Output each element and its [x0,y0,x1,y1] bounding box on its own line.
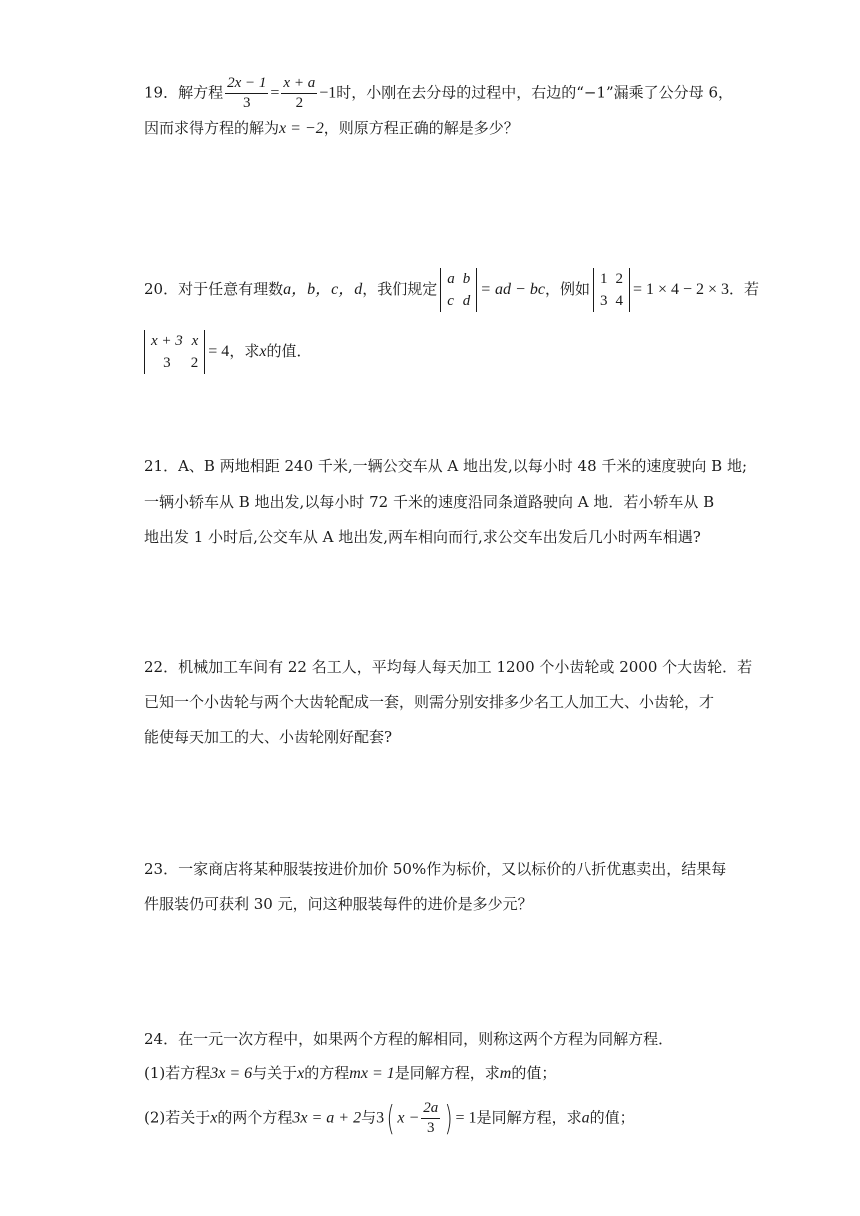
q19-frac1-denominator: 3 [243,95,251,111]
q24-p2-text-b: 的两个方程 [217,1108,293,1127]
q24-p1-x: x [297,1065,305,1082]
q21-text-2: 一辆小轿车从 B 地出发,以每小时 72 千米的速度沿同条道路驶向 A 地．若小轿车从 B [144,493,715,511]
q24-p2-text-e: 的值； [589,1108,635,1127]
q24-p2-inner: x − [397,1109,420,1127]
q24-part-1 [144,1061,556,1085]
q19-text-3a: 因而求得方程的解为 [144,119,280,137]
q22-text-3: 能使每天加工的大、小齿轮刚好配套? [144,728,393,746]
q24-p2-eq1: 3x = a + 2 [292,1109,362,1127]
q19-frac1-numerator: 2x − 1 [225,76,268,94]
q19-fraction-2 [281,76,317,111]
q19-line-2 [144,116,519,140]
q21-line-1 [144,454,747,478]
q23-line-1 [144,857,726,881]
q24-part-2 [144,1098,635,1139]
q20-definition-rhs: = ad − bc [480,281,545,298]
q22-text-2: 已知一个小齿轮与两个大齿轮配成一套，则需分别安排多少名工人加工大、小齿轮，才 [144,693,715,711]
q20-text-2a: ，求 [229,342,260,360]
ex-b: 2 [615,271,623,287]
q22-text-1: 机械加工车间有 22 名工人，平均每人每天加工 1200 个小齿轮或 2000 个大齿轮．若 [178,658,753,676]
q20-definition-determinant [440,268,477,312]
det-d: d [462,293,471,309]
q24-p2-fraction [421,1101,440,1136]
q20-x: x [259,343,267,360]
q23-text-1: 一家商店将某种服装按进价加价 50%作为标价，又以标价的八折优惠卖出，结果每 [178,860,727,878]
q20-example-determinant [593,268,630,312]
q24-right-paren: ) [444,1098,453,1139]
q24-p1-eq1: 3x = 6 [210,1065,253,1082]
q19-equals: = [270,84,280,102]
q24-p2-frac-denominator: 3 [427,1120,435,1136]
det-b: b [462,271,471,287]
q20-number: 20． [144,280,179,298]
q24-p1-text-c: 的方程 [304,1064,350,1082]
det-a: a [447,271,455,287]
q21-number: 21． [144,457,179,475]
ex-d: 4 [615,293,623,309]
ex-a: 1 [599,271,608,287]
q-c: 3 [163,355,171,371]
q24-p2-a: a [581,1109,590,1127]
q20-text-1d: ．若 [729,280,760,298]
q23-number: 23． [144,860,179,878]
q20-question-determinant [144,330,205,374]
q22-number: 22． [144,658,179,676]
q19-frac2-numerator: x + a [281,76,317,94]
q24-p2-rhs: = 1 [455,1109,477,1127]
q21-line-2 [144,490,714,514]
q19-text-1: 解方程 [178,83,224,102]
q19-number: 19． [144,83,179,102]
q23-text-2: 件服装仍可获利 30 元，问这种服装每件的进价是多少元？ [144,895,533,913]
q20-example-rhs: = 1 × 4 − 2 × 3 [632,281,730,298]
q20-line-1 [144,268,760,309]
q24-p2-x: x [210,1109,218,1127]
ex-c: 3 [599,293,608,309]
q24-p1-m: m [499,1065,512,1082]
q24-p1-eq2: mx = 1 [349,1065,395,1082]
q24-p2-text-c: 与 [361,1108,377,1127]
q24-p1-text-e: 的值； [511,1064,557,1082]
q-d: 2 [190,355,199,371]
q24-left-paren: ( [386,1098,395,1139]
q21-line-3 [144,525,701,549]
det-c: c [447,293,454,309]
q19-line-1 [144,75,733,111]
q24-p2-text-d: 是同解方程，求 [476,1108,582,1127]
q20-line-2 [144,330,312,371]
q22-line-3 [144,725,392,749]
q19-fraction-1 [225,76,268,111]
q24-p2-text-a: (2)若关于 [144,1108,211,1127]
q20-vars: a，b，c，d [283,281,363,298]
q20-text-2b: 的值． [266,342,312,360]
q24-p1-text-a: (1)若方程 [144,1064,211,1082]
q20-question-rhs: = 4 [208,343,230,360]
q21-text-3: 地出发 1 小时后,公交车从 A 地出发,两车相向而行,求公交车出发后几小时两车相遇? [144,528,701,546]
q-b: x [191,333,199,349]
q22-line-1 [144,655,752,679]
q19-minus-one: −1 [319,84,337,102]
q24-line-1 [144,1027,673,1051]
q-a: x + 3 [151,333,183,349]
q19-text-3b: ，则原方程正确的解是多少？ [323,119,519,137]
q21-text-1: A、B 两地相距 240 千米,一辆公交车从 A 地出发,以每小时 48 千米的速度驶向 B 地; [178,457,748,475]
q24-text-1: 在一元一次方程中，如果两个方程的解相同，则称这两个方程为同解方程． [178,1030,674,1048]
q20-text-1b: ，我们规定 [362,280,438,298]
q24-p2-frac-numerator: 2a [421,1101,440,1119]
q22-line-2 [144,690,714,714]
q24-p1-text-b: 与关于 [252,1064,298,1082]
q20-text-1a: 对于任意有理数 [178,280,284,298]
q23-line-2 [144,892,533,916]
q19-text-2: 时，小刚在去分母的过程中，右边的“−1”漏乘了公分母 6， [336,83,733,102]
q19-frac2-denominator: 2 [295,95,304,111]
q24-p1-text-d: 是同解方程，求 [394,1064,500,1082]
q20-text-1c: ，例如 [544,280,590,298]
q24-number: 24． [144,1030,179,1048]
q24-p2-coef: 3 [376,1109,385,1127]
q19-solution: x = −2 [279,120,324,137]
